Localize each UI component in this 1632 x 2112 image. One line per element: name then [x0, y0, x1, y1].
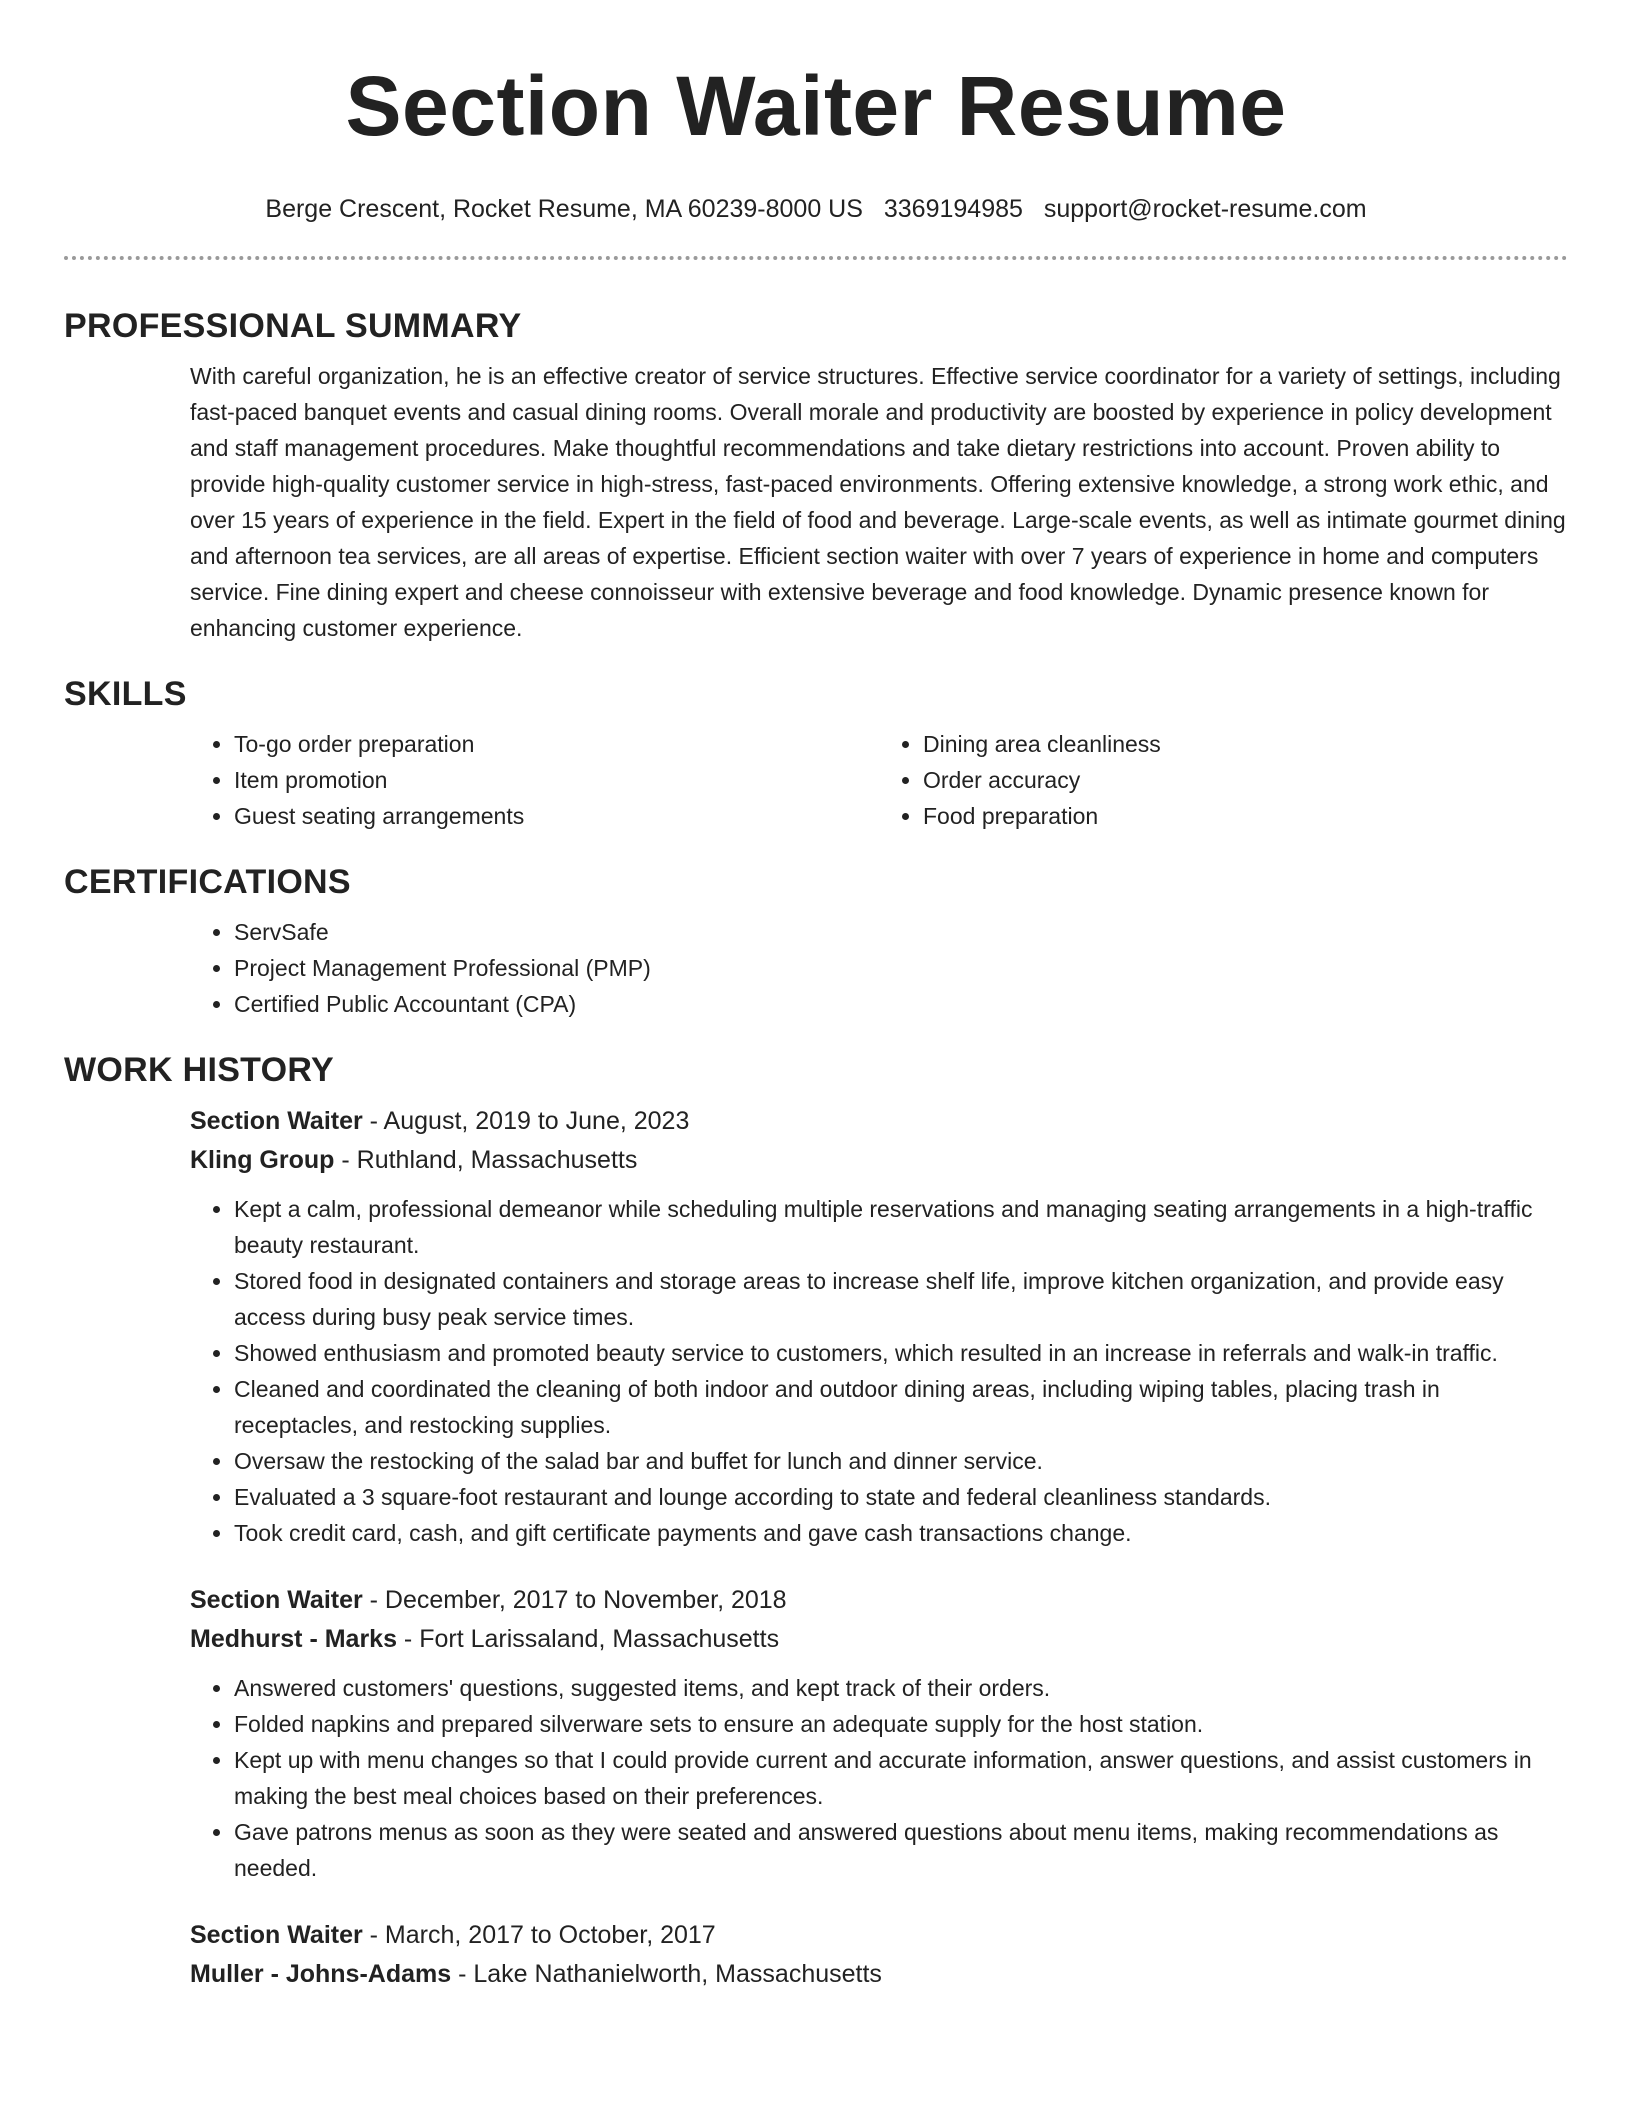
- skill-item: • Dining area cleanliness: [923, 726, 1568, 762]
- job-bullet: • Took credit card, cash, and gift certificate payments and gave cash transactions change.: [234, 1515, 1568, 1551]
- job-bullet: • Kept a calm, professional demeanor while scheduling multiple reservations and managing seating arrangements in a high-traffic beauty restaurant.: [234, 1191, 1568, 1263]
- job-entry: [190, 1916, 1568, 1994]
- job-bullet: • Folded napkins and prepared silverware sets to ensure an adequate supply for the host station.: [234, 1706, 1568, 1742]
- header-divider: [64, 256, 1568, 260]
- job-company: Muller - Johns-Adams: [190, 1960, 452, 1988]
- job-dates: - August, 2019 to June, 2023: [362, 1107, 690, 1135]
- job-title: Section Waiter: [190, 1107, 363, 1135]
- job-company: Kling Group: [190, 1146, 335, 1174]
- job-company: Medhurst - Marks: [190, 1625, 397, 1653]
- job-location: - Ruthland, Massachusetts: [334, 1146, 638, 1174]
- skill-item: • Food preparation: [923, 798, 1568, 834]
- certifications-list: [190, 914, 1568, 1022]
- resume-page: [64, 0, 1568, 1994]
- summary-heading: PROFESSIONAL SUMMARY: [64, 307, 522, 345]
- job-company-line: [190, 1620, 1568, 1659]
- certification-item: • Project Management Professional (PMP): [234, 950, 1568, 986]
- job-bullet: • Oversaw the restocking of the salad bar and buffet for lunch and dinner service.: [234, 1443, 1568, 1479]
- job-bullets: [190, 1191, 1568, 1551]
- resume-title: Section Waiter Resume: [345, 59, 1287, 153]
- job-dates: - March, 2017 to October, 2017: [362, 1921, 716, 1949]
- job-bullet: • Stored food in designated containers and storage areas to increase shelf life, improve kitchen organization, and provide easy access during busy peak service times.: [234, 1263, 1568, 1335]
- skill-item: • Order accuracy: [923, 762, 1568, 798]
- job-location: - Fort Larissaland, Massachusetts: [396, 1625, 780, 1653]
- contact-address: Berge Crescent, Rocket Resume, MA 60239-8000 US: [265, 195, 863, 223]
- contact-line: [64, 193, 1568, 225]
- job-title-line: [190, 1102, 1568, 1141]
- skills-column-right: [879, 726, 1568, 834]
- job-bullet: • Gave patrons menus as soon as they were seated and answered questions about menu items, making recommendations as needed.: [234, 1814, 1568, 1886]
- skills-column-left: [190, 726, 879, 834]
- job-title-line: [190, 1916, 1568, 1955]
- job-bullet: • Evaluated a 3 square-foot restaurant and lounge according to state and federal cleanliness standards.: [234, 1479, 1568, 1515]
- job-bullet: • Cleaned and coordinated the cleaning of both indoor and outdoor dining areas, including wiping tables, placing trash in receptacles, and restocking supplies.: [234, 1371, 1568, 1443]
- job-bullet: • Showed enthusiasm and promoted beauty service to customers, which resulted in an increase in referrals and walk-in traffic.: [234, 1335, 1568, 1371]
- skill-item: • Item promotion: [234, 762, 879, 798]
- job-company-line: [190, 1955, 1568, 1994]
- summary-text: With careful organization, he is an effective creator of service structures. Effective service coordinator for a variety of settings, including fast-paced banquet events and casual dining rooms. Overall morale and productivity are boosted by experience in policy development and staff management procedures. Make thoughtful recommendations and take dietary restrictions into account. Proven ability to provide high-quality customer service in high-stress, fast-paced environments. Offering extensive knowledge, a strong work ethic, and over 15 years of experience in the field. Expert in the field of food and beverage. Large-scale events, as well as intimate gourmet dining and afternoon tea services, are all areas of expertise. Efficient section waiter with over 7 years of experience in home and computers service. Fine dining expert and cheese connoisseur with extensive beverage and food knowledge. Dynamic presence known for enhancing customer experience.: [190, 363, 1566, 641]
- job-bullet: • Answered customers' questions, suggested items, and kept track of their orders.: [234, 1670, 1568, 1706]
- contact-email[interactable]: support@rocket-resume.com: [1043, 195, 1367, 223]
- skill-item: • To-go order preparation: [234, 726, 879, 762]
- job-title: Section Waiter: [190, 1586, 363, 1614]
- job-entry: [190, 1102, 1568, 1551]
- skill-item: • Guest seating arrangements: [234, 798, 879, 834]
- job-bullets: [190, 1670, 1568, 1886]
- job-title: Section Waiter: [190, 1921, 363, 1949]
- job-dates: - December, 2017 to November, 2018: [362, 1586, 787, 1614]
- job-location: - Lake Nathanielworth, Massachusetts: [451, 1960, 882, 1988]
- work-history-heading: WORK HISTORY: [64, 1051, 334, 1089]
- skills-heading: SKILLS: [64, 675, 187, 713]
- job-company-line: [190, 1141, 1568, 1180]
- job-entry: [190, 1581, 1568, 1886]
- job-bullet: • Kept up with menu changes so that I could provide current and accurate information, answer questions, and assist customers in making the best meal choices based on their preferences.: [234, 1742, 1568, 1814]
- contact-phone: 3369194985: [883, 195, 1023, 223]
- skills-list: [190, 726, 1568, 834]
- certifications-heading: CERTIFICATIONS: [64, 863, 351, 901]
- job-title-line: [190, 1581, 1568, 1620]
- certification-item: • ServSafe: [234, 914, 1568, 950]
- certification-item: • Certified Public Accountant (CPA): [234, 986, 1568, 1022]
